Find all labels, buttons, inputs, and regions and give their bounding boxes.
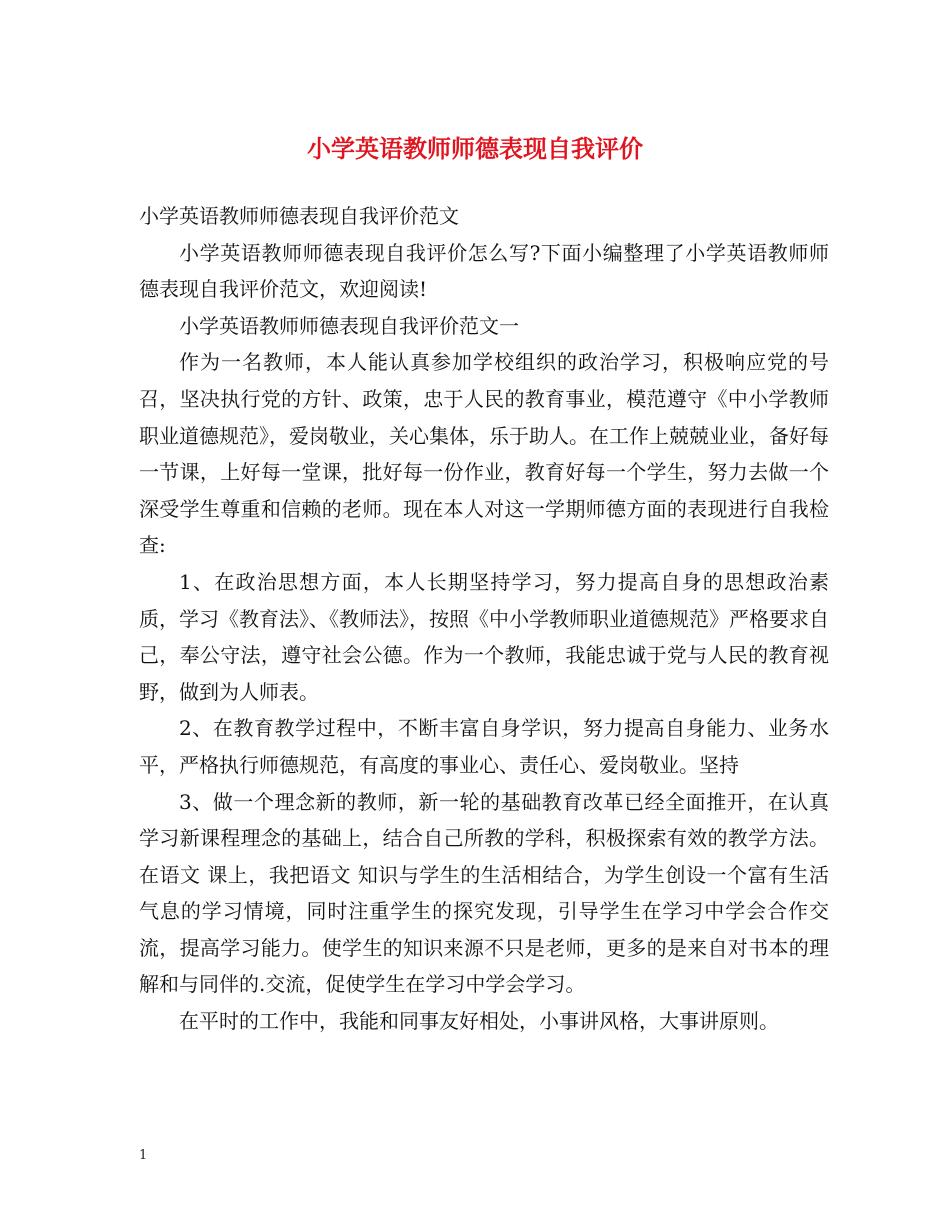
paragraph: 1、在政治思想方面，本人长期坚持学习，努力提高自身的思想政治素质，学习《教育法》、《教师法》，按照《中小学教师职业道德规范》严格要求自己，奉公守法，遵守社会公德。作为一个教师，我能忠诚于党与人民的教育视野，做到为人师表。: [139, 569, 829, 704]
paragraph: 3、做一个理念新的教师，新一轮的基础教育改革已经全面推开，在认真学习新课程理念的基础上，结合自己所教的学科，积极探索有效的教学方法。在语文 课上，我把语文 知识与学生的生活相结合，为学生创设一个富有生活气息的学习情境，同时注重学生的探究发现，引导学生在学习中学会合作交流，提高学习能力。使学生的知识来源不只是老师，更多的是来自对书本的理解和与同伴的.交流，促使学生在学习中学会学习。: [139, 789, 829, 997]
paragraph: 在平时的工作中，我能和同事友好相处，小事讲风格，大事讲原则。: [179, 1009, 779, 1034]
paragraph: 小学英语教师师德表现自我评价范文: [139, 204, 459, 228]
document-title: 小学英语教师师德表现自我评价: [307, 134, 643, 163]
page-number: 1: [139, 1148, 148, 1163]
paragraph: 2、在教育教学过程中，不断丰富自身学识，努力提高自身能力、业务水平，严格执行师德规范，有高度的事业心、责任心、爱岗敬业。坚持: [139, 716, 829, 777]
paragraph: 作为一名教师，本人能认真参加学校组织的政治学习，积极响应党的号召，坚决执行党的方针、政策，忠于人民的教育事业，模范遵守《中小学教师职业道德规范》，爱岗敬业，关心集体，乐于助人。在工作上兢兢业业，备好每一节课，上好每一堂课，批好每一份作业，教育好每一个学生，努力去做一个深受学生尊重和信赖的老师。现在本人对这一学期师德方面的表现进行自我检查:: [139, 350, 829, 558]
paragraph: 小学英语教师师德表现自我评价怎么写?下面小编整理了小学英语教师师德表现自我评价范文，欢迎阅读!: [139, 240, 829, 302]
paragraph: 小学英语教师师德表现自我评价范文一: [179, 313, 519, 338]
document-body: [139, 198, 829, 1040]
